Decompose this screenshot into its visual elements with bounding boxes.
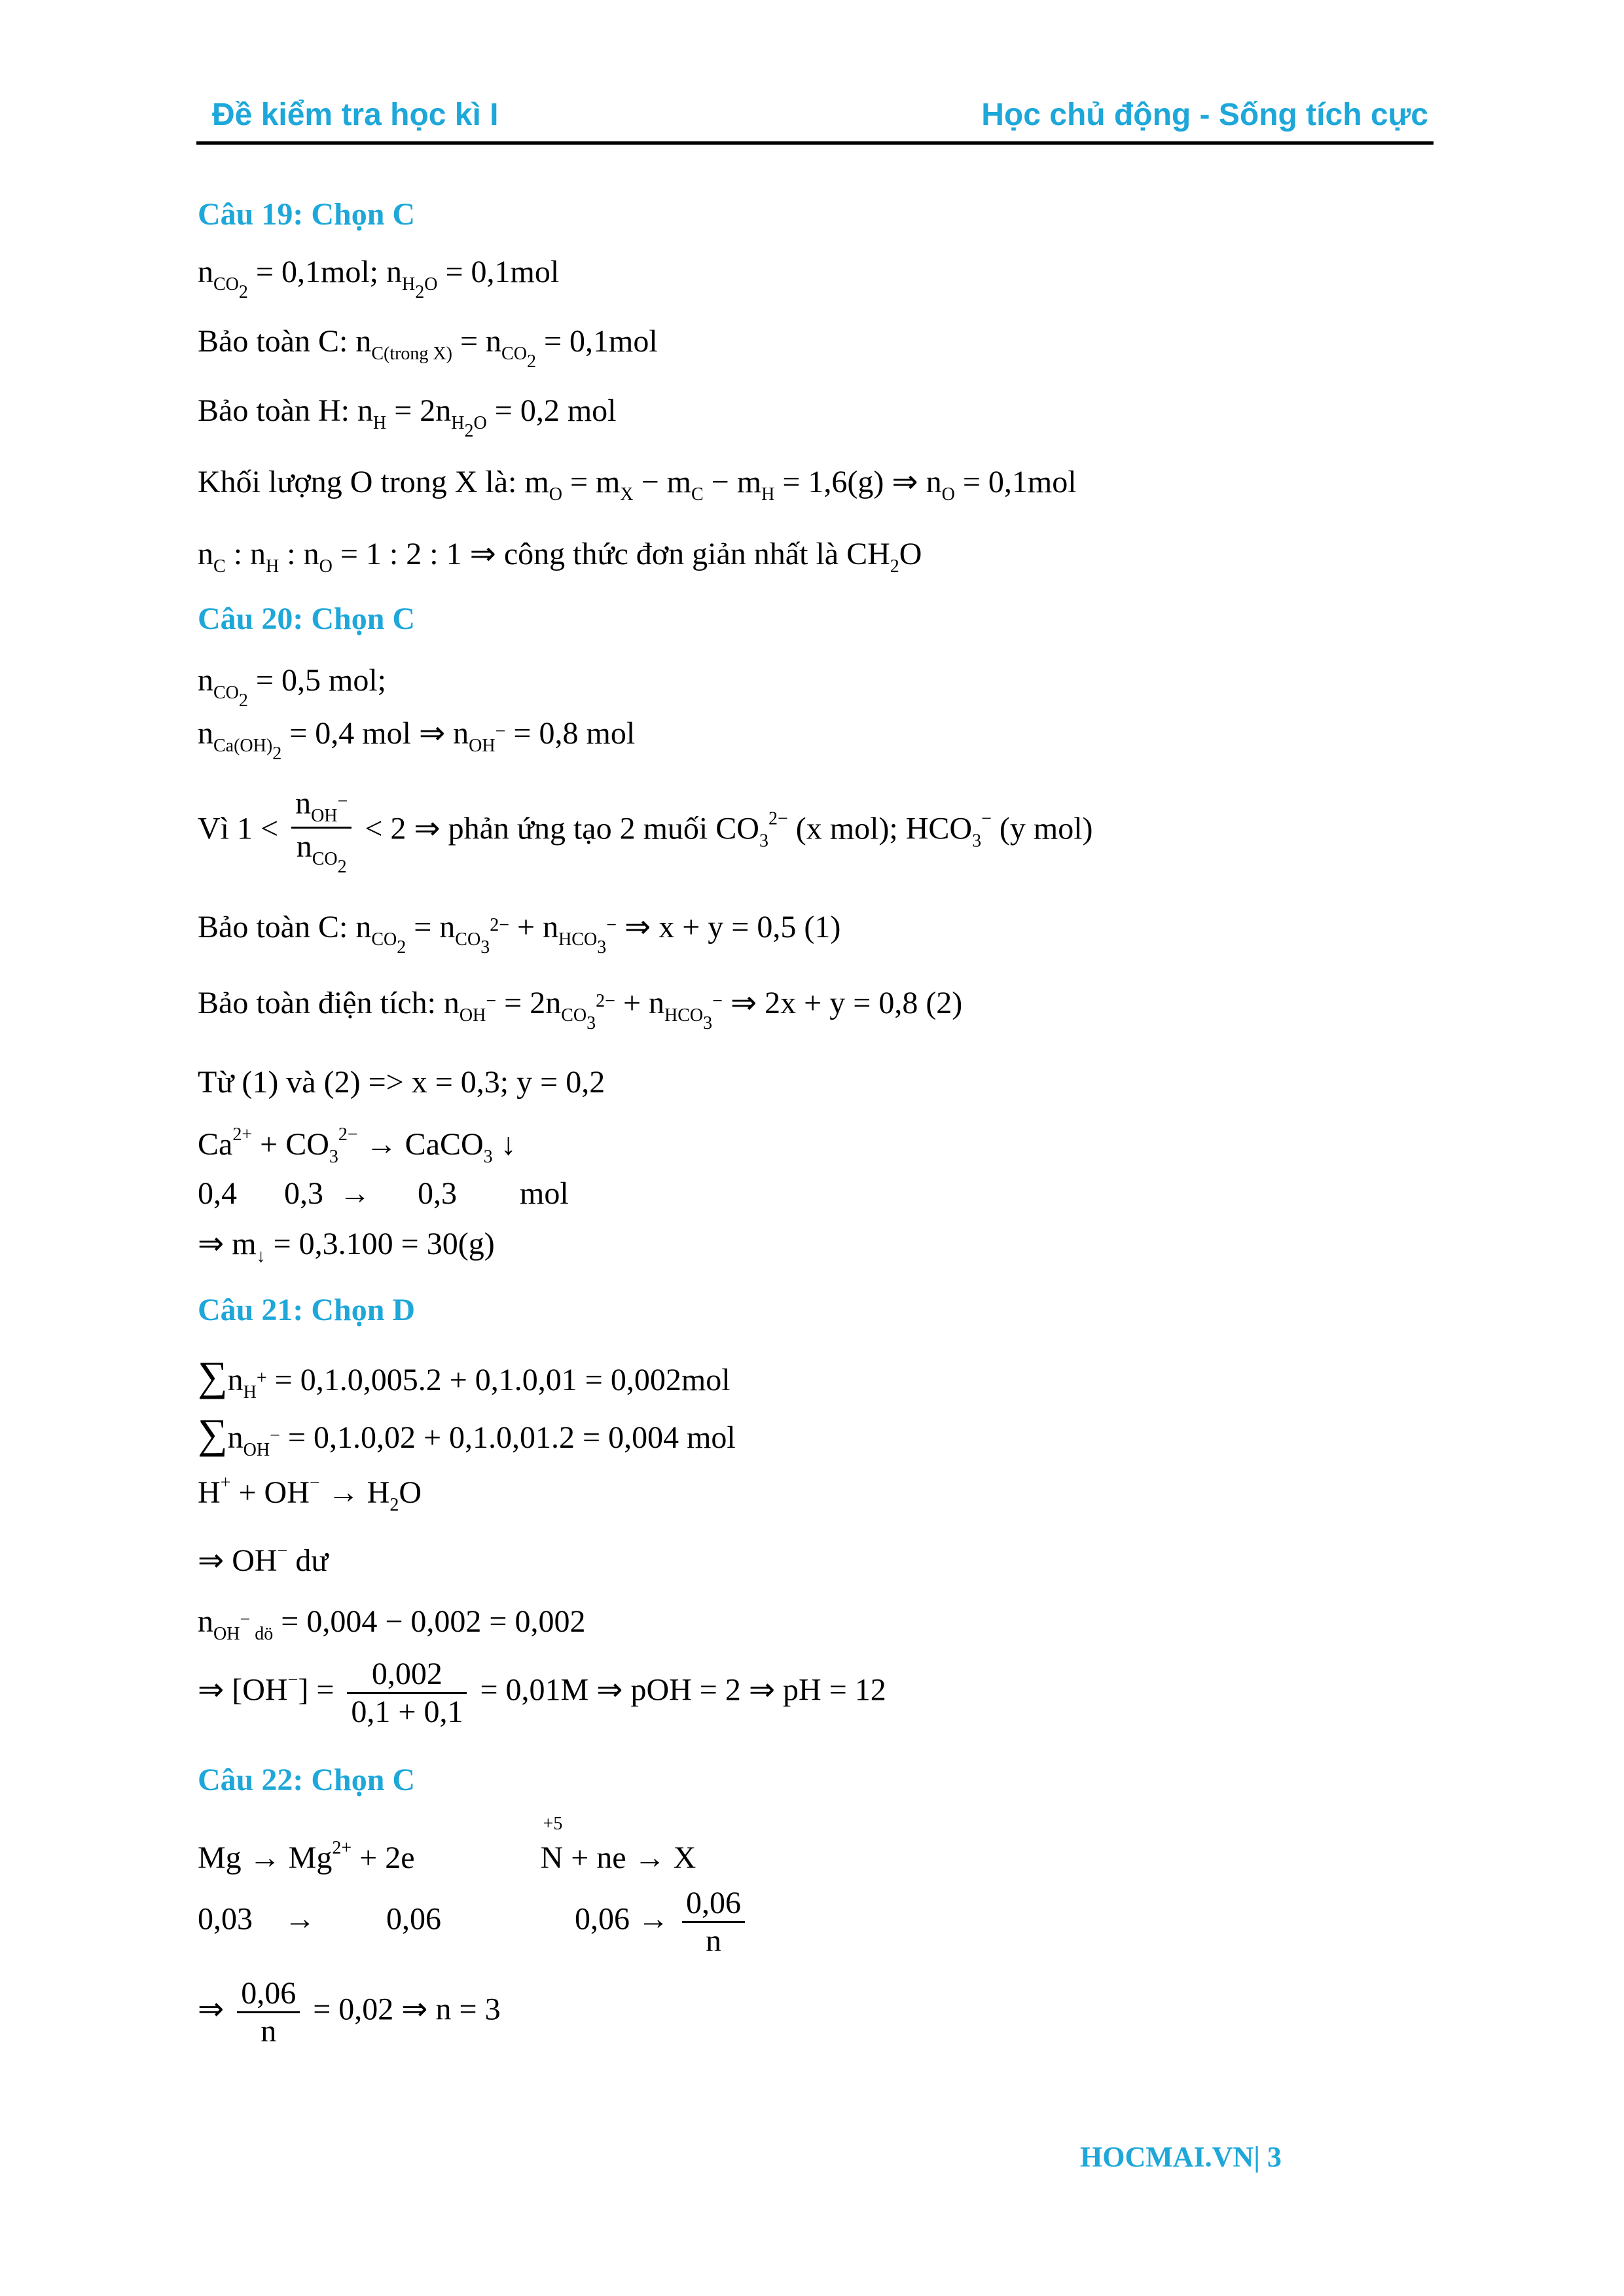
page-footer: HOCMAI.VN| 3 [1080,2141,1282,2173]
q19-oxygen-label: Khối lượng O trong X là: [198,465,517,499]
q22-line-moles: 0,03 → 0,06 0,06 → $\frac{0,06}{n}$ [198,1885,750,1959]
q22-result-fraction: $\frac{0,06}{n}$ [237,1975,300,2049]
q22-line-result: ⇒ $\frac{0,06}{n}$ = 0,02 ⇒ n = 3 [198,1976,501,2049]
q21-line-reaction: $H^+ + OH^- \to H_2O$ [198,1473,422,1515]
q19-title: Câu 19: Chọn C [198,197,416,232]
q19-carbon-label: Bảo toàn C: [198,324,348,359]
q20-carbon-label: Bảo toàn C: [198,910,348,944]
q20-reaction-label: phản ứng tạo 2 muối [448,811,708,846]
q20-vi-label: Vì [198,811,229,846]
q20-line-carbon: Bảo toàn C: $n_{CO_2} = n_{CO_3^{2-}} + n_{HCO_3^-}$ ⇒ x + y = 0,5 (1) [198,910,841,958]
q20-line-charge: Bảo toàn điện tích: $n_{OH^-} = 2n_{CO_3^{2-}} + n_{HCO_3^-}$ ⇒ 2x + y = 0,8 (2) [198,986,963,1033]
header-right-slogan: Học chủ động - Sống tích cực [981,98,1428,132]
q20-ratio-fraction: $\frac{n_{OH^-}}{n_{CO_2}}$ [291,785,352,878]
q22-electron-fraction: $\frac{0,06}{n}$ [682,1885,745,1959]
page-header [196,92,1434,145]
q20-charge-label: Bảo toàn điện tích: [198,986,436,1020]
q21-line-remaining: $n_{OH^- dö} = 0,004 - 0,002 = 0,002$ [198,1604,586,1644]
q20-line-moles: 0,4 0,3 → 0,3 mol [198,1176,569,1211]
q19-line-hydrogen: Bảo toàn H: $n_H = 2n_{H_2O} = 0,2$ mol [198,393,617,441]
q19-line-formula: $n_C$ : $n_H$ : $n_O = 1$ : 2 : 1 ⇒ công thức đơn giản nhất là $CH_2O$ [198,537,922,577]
q21-line-ph: ⇒ [OH−] = $\frac{0,002}{0,1 + 0,1}$ = 0,01M ⇒ pOH = 2 ⇒ pH = 12 [198,1657,886,1729]
q22-title: Câu 22: Chọn C [198,1763,416,1797]
q19-line-moles: $n_{CO_2} = 0,1mol$; $n_{H_2O} = 0,1mol$ [198,255,560,302]
q20-title: Câu 20: Chọn C [198,601,416,636]
q21-line-ohminus: $\sum n_{OH^-} = 0,1.0,02 + 0,1.0,01.2 = 0,004$ mol [198,1410,736,1460]
q20-line-solution: Từ (1) và (2) => x = 0,3; y = 0,2 [198,1065,605,1100]
q22-line-equations: $Mg \to Mg^{2+} + 2e$ N +5 + ne → X [198,1814,696,1875]
q20-line-caoh2: $n_{Ca(OH)_2} = 0,4$ mol ⇒ $n_{OH^-} = 0,8$ mol [198,716,636,764]
q21-line-excess: ⇒ OH− dư [198,1541,329,1578]
q19-line-oxygen: Khối lượng O trong X là: $m_O = m_X - m_C - m_H = 1,6(g)$ ⇒ $n_O = 0,1mol$ [198,465,1077,505]
q21-title: Câu 21: Chọn D [198,1293,416,1327]
q19-formula-label: công thức đơn giản nhất là [503,537,839,571]
q19-hydrogen-label: Bảo toàn H: [198,393,350,428]
q20-line-ratio: Vì 1 < $\frac{n_{OH^-}}{n_{CO_2}}$ < 2 ⇒ phản ứng tạo 2 muối $CO_3^{2-}$ (x mol); $HCO_3^-$ (y mol) [198,786,1093,877]
q19-line-carbon: Bảo toàn C: $n_{C(trong X)} = n_{CO_2} = 0,1mol$ [198,324,658,372]
q20-line-mass: ⇒ $m_↓ = 0,3.100 = 30(g)$ [198,1227,495,1266]
q21-line-hplus: $\sum n_{H^+} = 0,1.0,005.2 + 0,1.0,01 = 0,002mol$ [198,1353,731,1403]
q20-line-equation: $Ca^{2+} + CO_3^{2-}$ → CaCO$_3$ ↓ [198,1124,516,1167]
q20-line-co2: $n_{CO_2} = 0,5$ mol; [198,663,386,711]
q21-concentration-fraction: $\frac{0,002}{0,1 + 0,1}$ [347,1656,467,1730]
header-left-title: Đề kiểm tra học kì I [212,98,499,132]
q21-excess-label: dư [295,1543,329,1578]
